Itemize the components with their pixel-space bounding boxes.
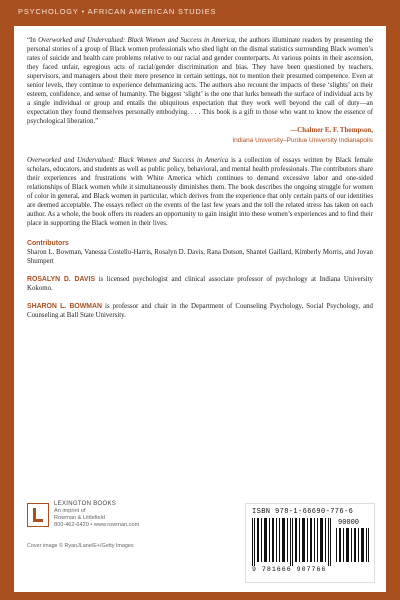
price-code: 90000 (338, 519, 360, 527)
description-body: is a collection of essays written by Black female scholars, educators, and students as well as public policy, behavioral, and mental health professionals. The contributors share their experiences and frustrations with White America which continues to demand excessive labor and one-sided relationships of Black women while it simultaneously diminishes them. The book describes the ongoing struggle for women of color in general, and Black women in particular, which derives from the experience that only certain parts of our identities are deemed acceptable. The essays reflect on the events of the last few years and the toll the related stress has taken on each author. As a whole, the book offers its readers an opportunity to gain insight into these women’s experiences and to find their place in supporting the Black women in their lives. (27, 156, 373, 227)
endorsement-quote (27, 36, 373, 126)
cover-credit: Cover image © RyanJLane/E+/Getty Images (27, 543, 134, 549)
contributors-section (27, 239, 373, 266)
footer (14, 490, 386, 592)
contributors-heading: Contributors (27, 239, 69, 247)
publisher-line1: An imprint of (54, 508, 86, 515)
publisher-line3: 800-462-6420 • www.rowman.com (54, 522, 140, 529)
publisher-line2: Rowman & Littlefield (54, 515, 105, 522)
category-label: PSYCHOLOGY • AFRICAN AMERICAN STUDIES (18, 7, 217, 16)
publisher-info (54, 501, 214, 529)
isbn-label: ISBN 978-1-66690-776-6 (252, 508, 354, 516)
quote-body: , the authors illuminate readers by presenting the personal stories of a group of Black women professionals who shed light on the dismal statistics surrounding Black women’s rates of suicide and health care problems relative to our racial and gender counterparts. At various points in their ascension, they faced unfair, egregious acts of racial/gender discrimination and bias. They have been questioned by teachers, supervisors, and managers about their mere presence in certain settings, not to mention their presumed competence. Even at senior levels, they continue to experience dehumanizing acts. The authors also recount the impacts of these ‘slights’ on their esteem, confidence, and sense of humanity. The biggest ‘slight’ is the one that lurks beneath the surface of individual acts by a single individual or group and entails the ubiquitous expectation that they work well beyond the call of duty—an expectation they found themselves personally embodying. . . . This book is a gift to those who want to know the essence of psychological liberation.” (27, 37, 373, 126)
quote-attribution (27, 126, 373, 144)
bio-bowman-text: is professor and chair in the Department of Counseling Psychology, Social Psychology, and Counseling at Ball State University. (27, 303, 373, 320)
bio-davis (27, 275, 373, 293)
ean-barcode-bars (252, 518, 332, 566)
book-description (27, 156, 373, 228)
quote-open: “In (27, 37, 39, 44)
bio-bowman (27, 302, 373, 320)
bio-bowman-name: SHARON L. BOWMAN (27, 303, 102, 311)
attribution-name: —Chalmer E. F. Thompson, (290, 127, 373, 135)
content-panel (14, 26, 386, 592)
bio-davis-text: is licensed psychologist and clinical associate professor of psychology at Indiana University Kokomo. (27, 276, 373, 293)
text-column (27, 36, 373, 320)
barcode (245, 503, 375, 583)
bio-davis-name: ROSALYN D. DAVIS (27, 276, 96, 284)
lexington-L-logo-icon (27, 503, 49, 527)
addon-barcode-bars (336, 528, 370, 562)
contributors-names: Sharon L. Bowman, Vanessa Costello-Harris, Rosalyn D. Davis, Rana Dotson, Shantel Gaillard, Kimberly Morris, and Jovan Shumpert (27, 248, 373, 266)
attribution-institution: Indiana University–Purdue University Indianapolis (232, 136, 373, 144)
publisher-name: LEXINGTON BOOKS (54, 501, 117, 507)
barcode-number: 9 781666 907766 (252, 566, 327, 573)
description-book-title: Overworked and Undervalued: Black Women and Success in America (27, 156, 229, 164)
quote-book-title: Overworked and Undervalued: Black Women and Success in America (38, 37, 235, 44)
